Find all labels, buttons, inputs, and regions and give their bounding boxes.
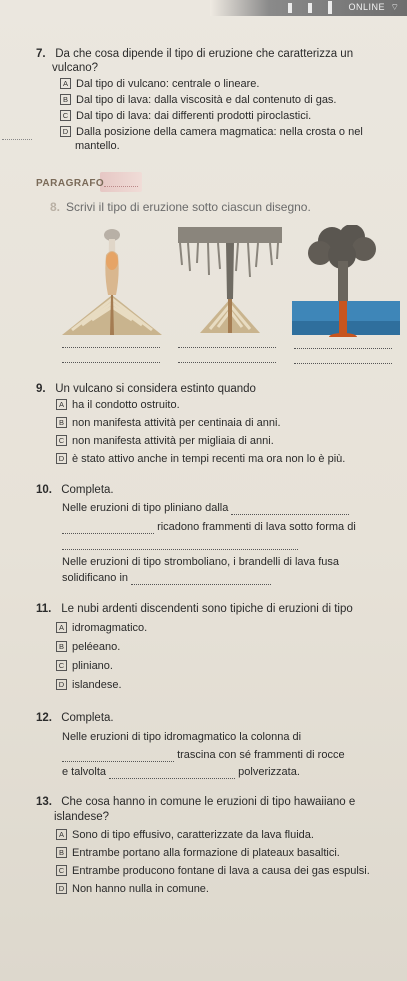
checkbox-a[interactable]: A	[56, 829, 67, 840]
option-text: Dal tipo di lava: dalla viscosità e dal contenuto di gas.	[76, 94, 337, 106]
checkbox-c[interactable]: C	[56, 865, 67, 876]
fill-line-1	[62, 502, 349, 515]
question-9	[36, 382, 256, 396]
option-text: Entrambe portano alla formazione di plateaux basaltici.	[72, 847, 340, 859]
option-text: non manifesta attività per centinaia di anni.	[72, 417, 281, 429]
checkbox-c[interactable]: C	[56, 435, 67, 446]
option-text: Sono di tipo effusivo, caratterizzate da lava fluida.	[72, 829, 314, 841]
option-c[interactable]	[60, 110, 311, 123]
question-12	[36, 711, 114, 725]
question-number: 7.	[36, 48, 46, 60]
option-a[interactable]	[56, 829, 314, 842]
answer-line[interactable]	[178, 362, 276, 363]
answer-blank[interactable]	[62, 539, 298, 550]
checkbox-d[interactable]: D	[60, 126, 71, 137]
option-text: ha il condotto ostruito.	[72, 399, 180, 411]
question-title: Completa.	[61, 484, 114, 496]
sentence-text: ricadono frammenti di lava sotto forma di	[157, 521, 356, 533]
question-8	[50, 200, 311, 214]
question-number: 12.	[36, 712, 52, 724]
answer-blank[interactable]	[231, 504, 349, 515]
checkbox-b[interactable]: B	[56, 641, 67, 652]
option-text: peléeano.	[72, 641, 121, 653]
answer-line[interactable]	[62, 347, 160, 348]
question-number: 11.	[36, 603, 52, 615]
question-text: Scrivi il tipo di eruzione sotto ciascun disegno.	[66, 200, 311, 214]
option-text: Dalla posizione della camera magmatica: nella crosta o nel	[76, 126, 363, 138]
question-13	[36, 795, 355, 809]
option-b[interactable]	[56, 847, 340, 860]
status-bar	[210, 0, 407, 16]
option-d[interactable]	[56, 883, 209, 896]
answer-line[interactable]	[62, 362, 160, 363]
option-c[interactable]	[56, 660, 113, 673]
signal-bar-icon	[308, 3, 312, 13]
sentence-text: trascina con sé frammenti di rocce	[177, 749, 345, 761]
question-text: Da che cosa dipende il tipo di eruzione che caratterizza un	[55, 48, 354, 60]
question-number: 8.	[50, 200, 61, 214]
option-d[interactable]	[56, 679, 122, 692]
option-a[interactable]	[56, 622, 147, 635]
question-text: Le nubi ardenti discendenti sono tipiche di eruzioni di tipo	[61, 603, 353, 615]
option-c[interactable]	[56, 865, 370, 878]
answer-line[interactable]	[294, 348, 392, 349]
option-text: idromagmatico.	[72, 622, 148, 634]
option-text: Dal tipo di lava: dai differenti prodotti piroclastici.	[76, 110, 312, 122]
option-text-cont: mantello.	[75, 140, 120, 152]
sentence-text: polverizzata.	[238, 766, 300, 778]
question-number: 13.	[36, 796, 52, 808]
question-7	[36, 47, 353, 61]
checkbox-b[interactable]: B	[60, 94, 71, 105]
option-b[interactable]	[56, 417, 281, 430]
sentence-text: e talvolta	[62, 766, 107, 778]
checkbox-a[interactable]: A	[56, 399, 67, 410]
option-text: non manifesta attività per migliaia di anni.	[72, 435, 274, 447]
question-text: Un vulcano si considera estinto quando	[55, 383, 256, 395]
answer-line[interactable]	[294, 363, 392, 364]
signal-bar-icon	[328, 1, 332, 14]
volcano-drawing-3	[292, 225, 400, 337]
wifi-icon: ⌔	[390, 2, 399, 12]
checkbox-a[interactable]: A	[60, 78, 71, 89]
option-text: Dal tipo di vulcano: centrale o lineare.	[76, 78, 260, 90]
checkbox-b[interactable]: B	[56, 417, 67, 428]
answer-blank[interactable]	[62, 751, 174, 762]
sentence-text: Nelle eruzioni di tipo pliniano dalla	[62, 502, 229, 514]
question-text: Che cosa hanno in comune le eruzioni di tipo hawaiiano e	[61, 796, 356, 808]
option-d[interactable]	[56, 453, 345, 466]
question-number: 9.	[36, 383, 46, 395]
option-text: Entrambe producono fontane di lava a causa dei gas espulsi.	[72, 865, 370, 877]
fill-line-5	[62, 572, 271, 585]
checkbox-d[interactable]: D	[56, 883, 67, 894]
volcano-drawing-2	[178, 225, 282, 335]
answer-blank[interactable]	[131, 574, 271, 585]
question-number: 10.	[36, 484, 52, 496]
option-a[interactable]	[56, 399, 180, 412]
option-text: è stato attivo anche in tempi recenti ma ora non lo è più.	[72, 453, 346, 465]
checkbox-b[interactable]: B	[56, 847, 67, 858]
option-text: islandese.	[72, 679, 122, 691]
fill-line-2	[62, 521, 356, 534]
checkbox-d[interactable]: D	[56, 679, 67, 690]
option-text: Non hanno nulla in comune.	[72, 883, 209, 895]
fill-line-3	[62, 537, 298, 550]
option-b[interactable]	[56, 641, 120, 654]
question-11	[36, 602, 353, 616]
question-title: Completa.	[61, 712, 114, 724]
question-text-cont: islandese?	[54, 811, 109, 823]
answer-blank[interactable]	[62, 523, 154, 534]
checkbox-d[interactable]: D	[56, 453, 67, 464]
option-a[interactable]	[60, 78, 259, 91]
option-d[interactable]	[60, 126, 363, 139]
signal-bar-icon	[288, 3, 292, 13]
fill-line-1: Nelle eruzioni di tipo idromagmatico la colonna di	[62, 731, 302, 743]
volcano-drawing-1	[62, 225, 162, 340]
fill-line-2	[62, 749, 345, 762]
answer-blank[interactable]	[109, 768, 235, 779]
paragraph-number-badge	[100, 172, 142, 192]
section-label: PARAGRAFO	[36, 178, 105, 189]
option-text: pliniano.	[72, 660, 113, 672]
question-10	[36, 483, 114, 497]
checkbox-a[interactable]: A	[56, 622, 67, 633]
fill-line-4: Nelle eruzioni di tipo stromboliano, i brandelli di lava fusa	[62, 556, 339, 568]
online-label: ONLINE	[348, 2, 385, 12]
checkbox-c[interactable]: C	[60, 110, 71, 121]
checkbox-c[interactable]: C	[56, 660, 67, 671]
answer-line[interactable]	[178, 347, 276, 348]
fill-line-3	[62, 766, 300, 779]
option-b[interactable]	[60, 94, 337, 107]
option-c[interactable]	[56, 435, 274, 448]
margin-rule	[2, 139, 32, 140]
sentence-text: solidificano in	[62, 572, 129, 584]
question-text-cont: vulcano?	[52, 62, 99, 74]
